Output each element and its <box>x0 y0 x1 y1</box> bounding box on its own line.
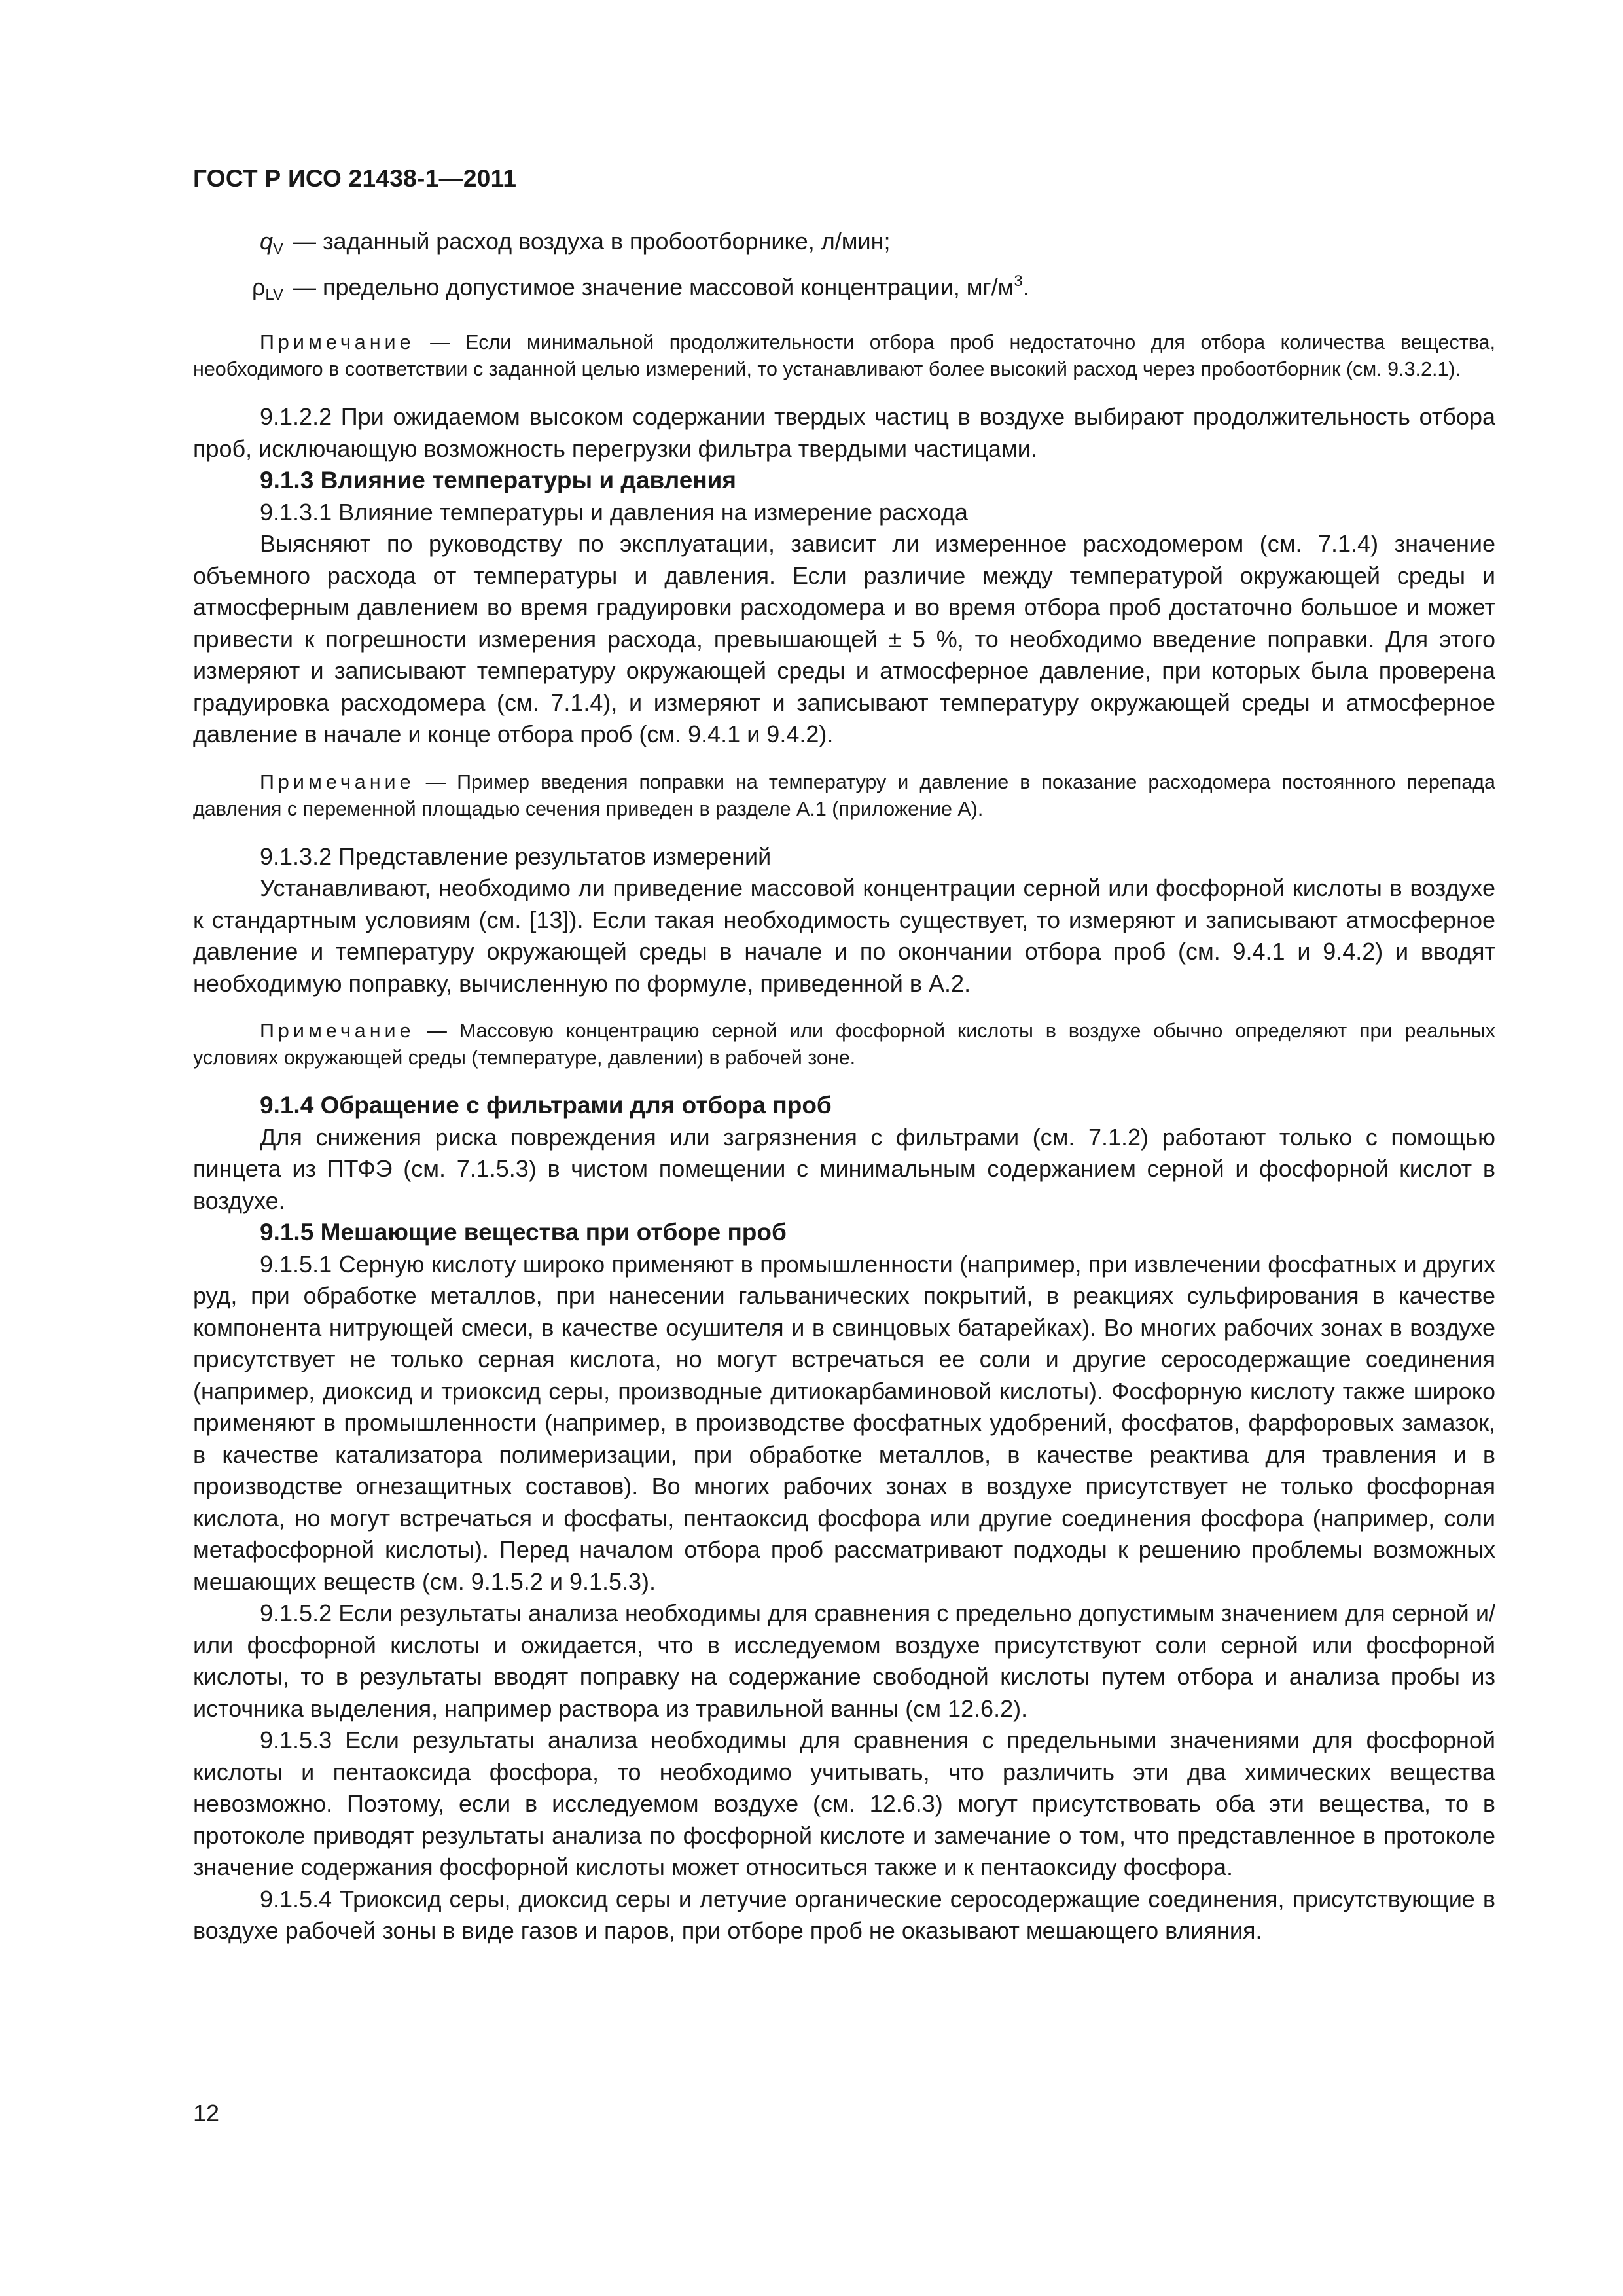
note-text: — Массовую концентрацию серной или фосфорной кислоты в воздухе обычно определяют при реальных условиях окружающей среды (температуре, давлении) в рабочей зоне. <box>193 1020 1495 1069</box>
symbol-q: q <box>259 228 273 255</box>
paragraph-9-1-5-4: 9.1.5.4 Триоксид серы, диоксид серы и летучие органические серосодержащие соединения, присутствующие в воздухе рабочей зоны в виде газов и паров, при отборе проб не оказывают мешающего влияния. <box>193 1885 1495 1944</box>
paragraph-9-1-3-2-title: 9.1.3.2 Представление результатов измерений <box>260 842 772 870</box>
document-header: ГОСТ Р ИСО 21438-1—2011 <box>193 165 517 192</box>
symbol-definition-qv <box>193 226 1495 266</box>
page-number: 12 <box>193 2100 220 2126</box>
paragraph-9-1-5-3: 9.1.5.3 Если результаты анализа необходимы для сравнения с предельными значениями для фосфорной кислоты и пентаоксида фосфора, то необходимо учитывать, что различить эти два химических вещества невозможно. Поэтому, если в исследуемом воздухе (см. 12.6.3) могут присутствовать оба эти вещества, то в протоколе приводят результаты анализа по фосфорной кислоте и замечание о том, что представленное в протоколе значение содержания фосфорной кислоты может относиться также и к пентаоксиду фосфора. <box>193 1727 1495 1880</box>
note-label: Примечание <box>260 1020 415 1042</box>
note-text: — Если минимальной продолжительности отбора проб недостаточно для отбора количества вещества, необходимого в соответствии с заданной целью измерений, то устанавливают более высокий расход через пробоотборник (см. 9.3.2.1). <box>193 331 1495 380</box>
note-label: Примечание <box>260 770 415 793</box>
paragraph-9-1-3-1-body: Выясняют по руководству по эксплуатации, зависит ли измеренное расходомером (см. 7.1.4) значение объемного расхода от температуры и давления. Если различие между температурой окружающей среды и атмосферным давлением во время градуировки расходомера и во время отбора проб достаточно большое и может привести к погрешности измерения расхода, превышающей ± 5 %, то необходимо введение поправки. Для этого измеряют и записывают температуру окружающей среды и атмосферное давление, при которых была проверена градуировка расходомера (см. 7.1.4), и измеряют и записывают температуру окружающей среды и атмосферное давление в начале и конце отбора проб (см. 9.4.1 и 9.4.2). <box>193 530 1495 747</box>
note-1 <box>193 329 1495 383</box>
symbol-description: — заданный расход воздуха в пробоотборнике, л/мин; <box>286 228 891 255</box>
note-2 <box>193 769 1495 823</box>
symbol-subscript: V <box>272 240 283 258</box>
paragraph-9-1-5-1: 9.1.5.1 Серную кислоту широко применяют в промышленности (например, при извлечении фосфатных и других руд, при обработке металлов, при нанесении гальванических покрытий, в реакциях сульфирования в качестве компонента нитрующей смеси, в качестве осушителя и в свинцовых батарейках). Во многих рабочих зонах в воздухе присутствует не только серная кислота, но могут встречаться ее соли и другие серосодержащие соединения (например, диоксид и триоксид серы, производные дитиокарбаминовой кислоты). Фосфорную кислоту также широко применяют в промышленности (например, в производстве фосфатных удобрений, фосфатов, фарфоровых замазок, в качестве катализатора полимеризации, при обработке металлов, в качестве реактива для травления и в производстве огнезащитных составов). Во многих рабочих зонах в воздухе присутствует не только фосфорная кислота, но могут встречаться и фосфаты, пентаоксид фосфора или другие соединения фосфора (например, соли метафосфорной кислоты). Перед началом отбора проб рассматривают подходы к решению проблемы возможных мешающих веществ (см. 9.1.5.2 и 9.1.5.3). <box>193 1250 1495 1595</box>
heading-9-1-3: 9.1.3 Влияние температуры и давления <box>260 467 737 493</box>
symbol-rho: ρ <box>251 273 266 300</box>
unit-superscript: 3 <box>1014 272 1023 290</box>
paragraph-9-1-4-body: Для снижения риска повреждения или загрязнения с фильтрами (см. 7.1.2) работают только с помощью пинцета из ПТФЭ (см. 7.1.5.3) в чистом помещении с минимальным содержанием серной и фосфорной кислот в воздухе. <box>193 1123 1495 1214</box>
note-text: — Пример введения поправки на температуру и давление в показание расходомера постоянного перепада давления с переменной площадью сечения приведен в разделе А.1 (приложение А). <box>193 770 1495 820</box>
symbol-subscript: LV <box>265 285 283 304</box>
note-3 <box>193 1018 1495 1071</box>
heading-9-1-4: 9.1.4 Обращение с фильтрами для отбора проб <box>260 1092 832 1119</box>
symbol-description: — предельно допустимое значение массовой концентрации, мг/м <box>286 273 1014 300</box>
symbol-tail: . <box>1022 273 1029 300</box>
heading-9-1-5: 9.1.5 Мешающие вещества при отборе проб <box>260 1219 787 1246</box>
paragraph-9-1-3-1-title: 9.1.3.1 Влияние температуры и давления на измерение расхода <box>260 498 968 526</box>
symbol <box>193 226 286 266</box>
paragraph-9-1-3-2-body: Устанавливают, необходимо ли приведение массовой концентрации серной или фосфорной кислоты в воздухе к стандартным условиям (см. [13]). Если такая необходимость существует, то измеряют и записывают атмосферное давление и температуру окружающей среды в начале и по окончании отбора проб (см. 9.4.1 и 9.4.2) и вводят необходимую поправку, вычисленную по формуле, приведенной в А.2. <box>193 874 1495 997</box>
paragraph-9-1-5-2: 9.1.5.2 Если результаты анализа необходимы для сравнения с предельно допустимым значением для серной и/или фосфорной кислоты и ожидается, что в исследуемом воздухе присутствуют соли серной или фосфорной кислоты, то в результаты вводят поправку на содержание свободной кислоты путем отбора и анализа пробы из источника выделения, например раствора из травильной ванны (см 12.6.2). <box>193 1600 1495 1722</box>
document-body <box>193 226 1495 1947</box>
note-label: Примечание <box>260 331 415 353</box>
symbol-definition-rholv <box>193 266 1495 312</box>
paragraph-9-1-2-2: 9.1.2.2 При ожидаемом высоком содержании твердых частиц в воздухе выбирают продолжительность отбора проб, исключающую возможность перегрузки фильтра твердыми частицами. <box>193 403 1495 462</box>
symbol <box>193 272 286 312</box>
